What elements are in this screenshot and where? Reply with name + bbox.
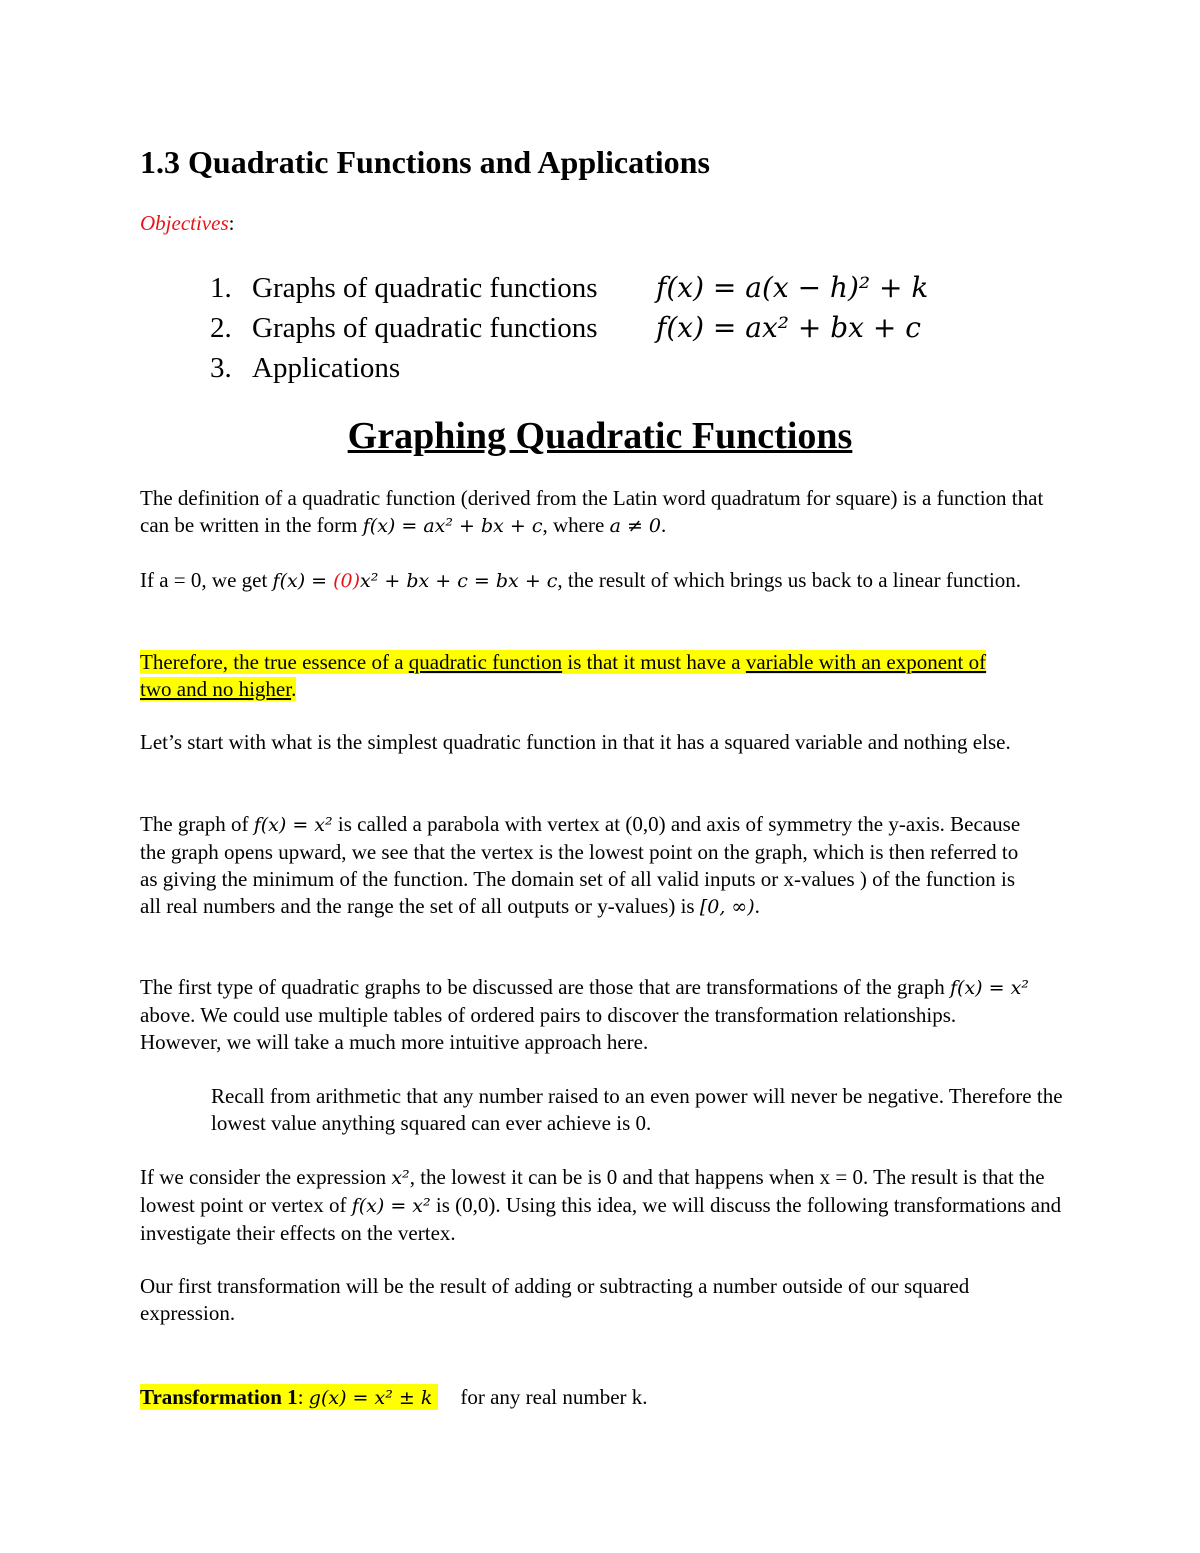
paragraph-parabola: The graph of f(x) = x² is called a parabola with vertex at (0,0) and axis of symmetry the y-axis. Because the graph opens upward, we see that the vertex is the lowest point on the graph, which is then referred to as giving the minimum of the function. The domain set of all valid inputs or x-values ) of the function is all real numbers and the range the set of all outputs or y-values) is [0, ∞). bbox=[140, 812, 1021, 918]
transformation-1-label: Transformation 1: g(x) = x² ± k bbox=[140, 1384, 438, 1410]
paragraph-recall-indented: Recall from arithmetic that any number raised to an even power will never be negative. Therefore the lowest value anything squared can ever achieve is 0. bbox=[211, 1084, 1063, 1135]
objectives-label: Objectives: bbox=[140, 211, 235, 235]
objective-item: 1. Graphs of quadratic functions f(x) = a(x − h)² + k bbox=[210, 268, 597, 308]
objective-formula: f(x) = a(x − h)² + k bbox=[656, 271, 929, 304]
paragraph-first-transformation: Our first transformation will be the result of adding or subtracting a number outside of our squared expression. bbox=[140, 1274, 970, 1325]
paragraph-linear-case: If a = 0, we get f(x) = (0)x² + bx + c = bx + c, the result of which brings us back to a linear function. bbox=[140, 568, 1022, 592]
paragraph-vertex: If we consider the expression x², the lowest it can be is 0 and that happens when x = 0. The result is that the lowest point or vertex of f(x) = x² is (0,0). Using this idea, we will discuss the following transformations and investigate their effects on the vertex. bbox=[140, 1165, 1062, 1245]
section-heading: Graphing Quadratic Functions bbox=[347, 415, 853, 457]
paragraph-transformations: The first type of quadratic graphs to be discussed are those that are transformations of the graph f(x) = x² above. We could use multiple tables of ordered pairs to discover the transformation relationships. However, we will take a much more intuitive approach here. bbox=[140, 975, 1029, 1054]
page-title: 1.3 Quadratic Functions and Applications bbox=[140, 144, 710, 180]
paragraph-simplest: Let’s start with what is the simplest quadratic function in that it has a squared variable and nothing else. bbox=[140, 730, 1011, 754]
objective-item: 3. Applications bbox=[210, 352, 401, 384]
objective-formula: f(x) = ax² + bx + c bbox=[656, 311, 921, 344]
objectives-list bbox=[210, 268, 929, 388]
transformation-1-line bbox=[140, 1383, 648, 1412]
paragraph-essence-highlighted: Therefore, the true essence of a quadratic function is that it must have a variable with an exponent of two and no higher. bbox=[140, 650, 987, 701]
objective-item: 2. Graphs of quadratic functions f(x) = ax² + bx + c bbox=[210, 308, 597, 348]
transformation-1-note: for any real number k. bbox=[460, 1385, 648, 1409]
paragraph-definition: The definition of a quadratic function (derived from the Latin word quadratum for square) is a function that can be written in the form f(x) = ax² + bx + c, where a ≠ 0. bbox=[140, 486, 1044, 537]
